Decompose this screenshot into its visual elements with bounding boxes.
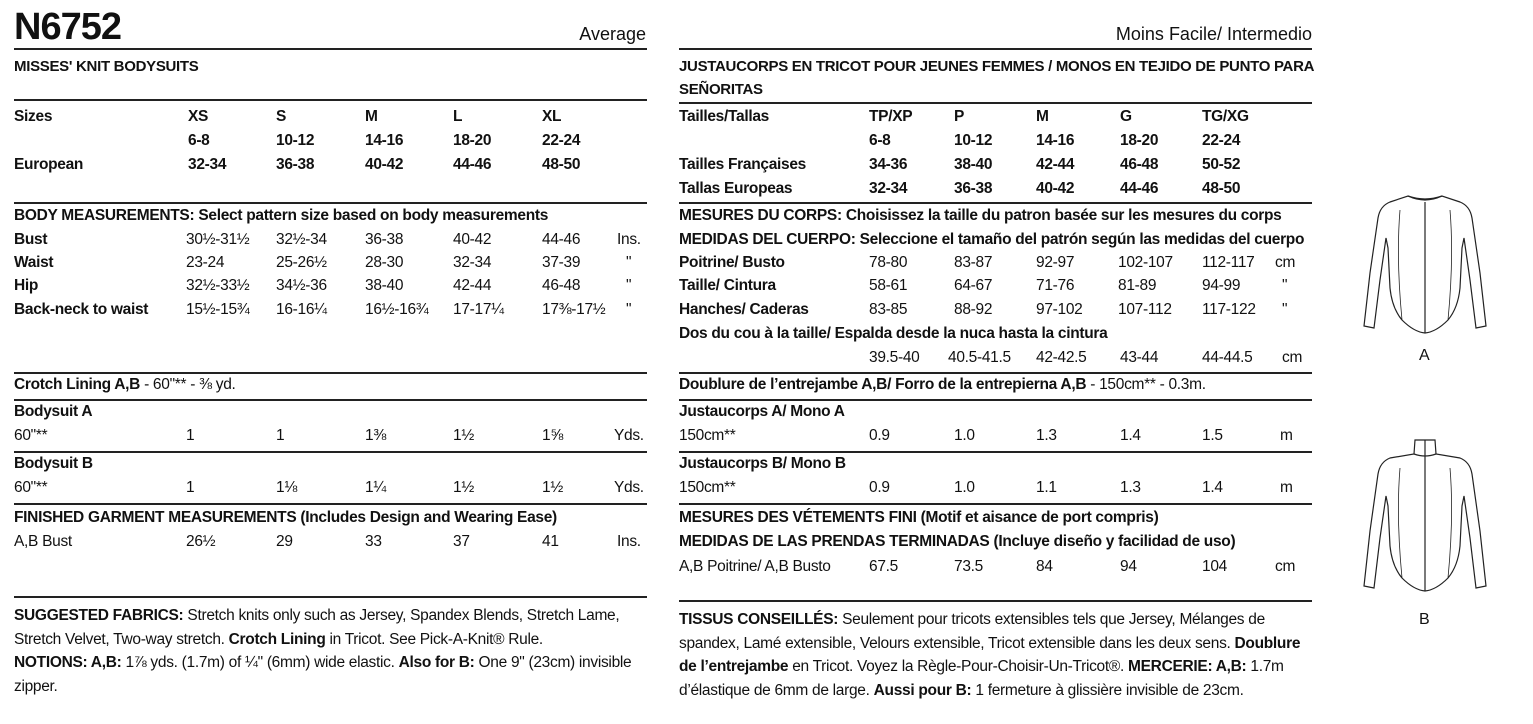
meter-value: 1.1	[1036, 479, 1057, 496]
bodysuit-b-title: Bodysuit B	[14, 455, 93, 472]
yardage-unit: Yds.	[614, 479, 644, 496]
body-value: 83-87	[954, 254, 993, 271]
mono-a-title: Justaucorps A/ Mono A	[679, 403, 845, 420]
finished-value: 41	[542, 533, 559, 550]
body-unit: "	[1282, 301, 1288, 318]
meter-value: 1.4	[1202, 479, 1223, 496]
numeric-size: 18-20	[453, 132, 492, 149]
crotch-lining-note-label: Crotch Lining	[228, 630, 326, 648]
euro-size: 36-38	[954, 180, 993, 197]
body-value: 117-122	[1202, 301, 1256, 318]
size-xl: XL	[542, 108, 562, 125]
body-value: 88-92	[954, 301, 993, 318]
yardage-value: 1⅜	[365, 427, 386, 444]
body-heading-es: MEDIDAS DEL CUERPO: Seleccione el tamaño del patrón según las medidas del cuerpo	[679, 231, 1305, 248]
divider	[679, 600, 1312, 602]
also-b-text: One 9" (23cm) invisible zipper.	[14, 654, 632, 695]
body-row-label: Waist	[14, 254, 54, 271]
meter-unit: m	[1280, 479, 1293, 496]
left-title: MISSES' KNIT BODYSUITS	[14, 58, 199, 75]
fabric-width: 150cm**	[679, 479, 736, 496]
back-neck-label: Dos du cou à la taille/ Espalda desde la nuca hasta la cintura	[679, 325, 1108, 342]
crotch-lining-line	[14, 376, 236, 394]
numeric-size: 6-8	[869, 132, 891, 149]
body-row-label: Hanches/ Caderas	[679, 301, 809, 318]
french-size: 42-44	[1036, 156, 1075, 173]
right-title-line2: SEÑORITAS	[679, 81, 763, 98]
finished-value: 33	[365, 533, 382, 550]
body-row-label: Bust	[14, 231, 48, 248]
divider	[679, 202, 1312, 204]
body-value: 71-76	[1036, 277, 1075, 294]
sizes-label: Tailles/Tallas	[679, 108, 769, 125]
body-value: 34½-36	[276, 277, 327, 294]
body-unit: cm	[1275, 254, 1296, 271]
divider	[14, 596, 647, 598]
bodysuit-a-drawing	[1360, 188, 1490, 338]
size-m: M	[1036, 108, 1049, 125]
crotch-lining-note-text: in Tricot. See Pick-A-Knit® Rule.	[325, 630, 543, 648]
french-size: 34-36	[869, 156, 908, 173]
tissus-text: Seulement pour tricots extensibles tels que Jersey, Mélanges de spandex, Lamé extensible, Velours extensible, Tricot extensible dans les deux sens.	[679, 611, 1265, 652]
size-tp: TP/XP	[869, 108, 913, 125]
bodysuit-a-title: Bodysuit A	[14, 403, 93, 420]
yardage-value: 1½	[453, 427, 474, 444]
euro-size: 32-34	[869, 180, 908, 197]
euro-size: 44-46	[1120, 180, 1159, 197]
numeric-size: 22-24	[1202, 132, 1241, 149]
finished-value: 104	[1202, 558, 1227, 575]
body-value: 17-17¼	[453, 301, 504, 318]
body-value: 15½-15¾	[186, 301, 250, 318]
finished-unit: cm	[1275, 558, 1296, 575]
yardage-value: 1⅛	[276, 479, 297, 496]
size-m: M	[365, 108, 378, 125]
yardage-value: 1½	[542, 479, 563, 496]
body-row-label: Hip	[14, 277, 39, 294]
numeric-size: 18-20	[1120, 132, 1159, 149]
body-value: 44-46	[542, 231, 581, 248]
body-value: 64-67	[954, 277, 993, 294]
french-size: 50-52	[1202, 156, 1241, 173]
european-size: 36-38	[276, 156, 315, 173]
divider	[679, 399, 1312, 401]
body-value: 25-26½	[276, 254, 327, 271]
body-value: 81-89	[1118, 277, 1157, 294]
mercerie-text: 1.7m d’élastique de 6mm de large.	[679, 658, 1284, 699]
body-unit: "	[626, 254, 632, 271]
meter-value: 1.0	[954, 479, 975, 496]
yardage-value: 1	[186, 427, 195, 444]
body-value: 94-99	[1202, 277, 1241, 294]
body-value: 32½-33½	[186, 277, 250, 294]
finished-heading-fr: MESURES DES VÉTEMENTS FINI (Motif et aisance de port compris)	[679, 509, 1159, 526]
body-value: 102-107	[1118, 254, 1173, 271]
divider	[679, 372, 1312, 374]
fabrics-text: Stretch knits only such as Jersey, Spandex Blends, Stretch Lame, Stretch Velvet, Two-way stretch.	[14, 607, 620, 648]
body-value: 42-44	[453, 277, 492, 294]
body-value: 17⅜-17½	[542, 301, 606, 318]
numeric-size: 10-12	[954, 132, 993, 149]
yardage-value: 1	[186, 479, 195, 496]
body-value: 16-16¼	[276, 301, 327, 318]
french-size: 38-40	[954, 156, 993, 173]
doublure-text: en Tricot. Voyez la Règle-Pour-Choisir-Un-Tricot®.	[788, 658, 1129, 675]
fabric-width: 60"**	[14, 427, 48, 444]
meter-value: 1.3	[1036, 427, 1057, 444]
fabrics-label: SUGGESTED FABRICS:	[14, 607, 184, 624]
mercerie-label: MERCERIE: A,B:	[1128, 658, 1247, 675]
pattern-number: N6752	[14, 6, 121, 48]
finished-value: 94	[1120, 558, 1137, 575]
size-l: L	[453, 108, 463, 125]
finished-value: 26½	[186, 533, 216, 550]
notions-text: 1⅞ yds. (1.7m) of ¼" (6mm) wide elastic.	[121, 654, 399, 671]
yardage-unit: Yds.	[614, 427, 644, 444]
divider	[14, 503, 647, 505]
body-value: 107-112	[1118, 301, 1172, 318]
numeric-size: 14-16	[365, 132, 404, 149]
finished-value: 67.5	[869, 558, 898, 575]
finished-value: 29	[276, 533, 293, 550]
body-value: 92-97	[1036, 254, 1075, 271]
tissus-mercerie-paragraph	[679, 608, 1301, 702]
body-value: 23-24	[186, 254, 225, 271]
fabric-width: 150cm**	[679, 427, 736, 444]
finished-label: A,B Poitrine/ A,B Busto	[679, 558, 831, 575]
crotch-lining-label: Doublure de l’entrejambe A,B/ Forro de la entrepierna A,B	[679, 376, 1087, 393]
body-value: 83-85	[869, 301, 908, 318]
body-value: 30½-31½	[186, 231, 250, 248]
euro-size: 40-42	[1036, 180, 1075, 197]
meter-value: 1.4	[1120, 427, 1141, 444]
body-value: 78-80	[869, 254, 908, 271]
european-size: 44-46	[453, 156, 492, 173]
yardage-value: 1¼	[365, 479, 386, 496]
body-value: 46-48	[542, 277, 581, 294]
meter-value: 0.9	[869, 479, 890, 496]
body-row-label: Taille/ Cintura	[679, 277, 776, 294]
back-value: 43-44	[1120, 349, 1159, 366]
body-value: 112-117	[1202, 254, 1255, 271]
notions-label: NOTIONS: A,B:	[14, 654, 122, 671]
body-unit: "	[626, 301, 632, 318]
divider	[14, 372, 647, 374]
body-value: 28-30	[365, 254, 404, 271]
euro-label: Tallas Europeas	[679, 180, 793, 197]
body-value: 97-102	[1036, 301, 1083, 318]
size-g: G	[1120, 108, 1132, 125]
finished-value: 37	[453, 533, 470, 550]
body-unit: "	[1282, 277, 1288, 294]
body-unit: Ins.	[617, 231, 641, 248]
size-p: P	[954, 108, 965, 125]
size-xs: XS	[188, 108, 209, 125]
divider	[679, 451, 1312, 453]
numeric-size: 10-12	[276, 132, 315, 149]
crotch-lining-line	[679, 376, 1206, 394]
body-value: 32½-34	[276, 231, 327, 248]
body-value: 37-39	[542, 254, 581, 271]
body-heading-fr: MESURES DU CORPS: Choisissez la taille du patron basée sur les mesures du corps	[679, 207, 1282, 224]
european-size: 32-34	[188, 156, 227, 173]
back-unit: cm	[1282, 349, 1303, 366]
view-b-label: B	[1419, 611, 1430, 628]
yardage-value: 1½	[453, 479, 474, 496]
doublure-label: Doublure de l’entrejambe	[679, 634, 1301, 675]
back-value: 42-42.5	[1036, 349, 1087, 366]
european-size: 40-42	[365, 156, 404, 173]
divider	[679, 503, 1312, 505]
bodysuit-b-drawing	[1360, 436, 1490, 596]
body-value: 58-61	[869, 277, 908, 294]
crotch-lining-label: Crotch Lining A,B	[14, 376, 141, 393]
size-tg: TG/XG	[1202, 108, 1249, 125]
euro-size: 48-50	[1202, 180, 1241, 197]
back-value: 40.5-41.5	[948, 349, 1011, 366]
body-measurements-heading: BODY MEASUREMENTS: Select pattern size based on body measurements	[14, 207, 549, 224]
back-value: 39.5-40	[869, 349, 920, 366]
divider	[679, 48, 1312, 50]
crotch-lining-measure: - 150cm** - 0.3m.	[1086, 376, 1206, 393]
tissus-label: TISSUS CONSEILLÉS:	[679, 611, 839, 628]
divider	[14, 451, 647, 453]
body-row-label: Poitrine/ Busto	[679, 254, 785, 271]
european-size: 48-50	[542, 156, 581, 173]
back-value: 44-44.5	[1202, 349, 1253, 366]
also-b-label: Also for B:	[398, 654, 475, 671]
body-row-label: Back-neck to waist	[14, 301, 149, 318]
body-unit: "	[626, 277, 632, 294]
finished-unit: Ins.	[617, 533, 641, 550]
french-size: 46-48	[1120, 156, 1159, 173]
finished-heading-es: MEDIDAS DE LAS PRENDAS TERMINADAS (Incluye diseño y facilidad de uso)	[679, 533, 1236, 550]
difficulty-en: Average	[579, 24, 646, 44]
yardage-value: 1	[276, 427, 285, 444]
view-a-label: A	[1419, 347, 1430, 364]
yardage-value: 1⅝	[542, 427, 563, 444]
aussi-label: Aussi pour B:	[873, 681, 972, 699]
divider	[14, 399, 647, 401]
meter-unit: m	[1280, 427, 1293, 444]
meter-value: 1.0	[954, 427, 975, 444]
finished-value: 84	[1036, 558, 1053, 575]
numeric-size: 14-16	[1036, 132, 1075, 149]
body-value: 38-40	[365, 277, 404, 294]
meter-value: 1.5	[1202, 427, 1223, 444]
meter-value: 0.9	[869, 427, 890, 444]
body-value: 16½-16¾	[365, 301, 429, 318]
right-title-line1: JUSTAUCORPS EN TRICOT POUR JEUNES FEMMES / MONOS EN TEJIDO DE PUNTO PARA	[679, 58, 1315, 75]
body-value: 32-34	[453, 254, 492, 271]
body-value: 36-38	[365, 231, 404, 248]
difficulty-fr-es: Moins Facile/ Intermedio	[1115, 24, 1312, 44]
divider	[14, 99, 647, 101]
fabric-width: 60"**	[14, 479, 48, 496]
sizes-label: Sizes	[14, 108, 53, 125]
meter-value: 1.3	[1120, 479, 1141, 496]
numeric-size: 6-8	[188, 132, 210, 149]
french-label: Tailles Françaises	[679, 156, 807, 173]
divider	[14, 48, 647, 50]
finished-label: A,B Bust	[14, 533, 72, 550]
finished-value: 73.5	[954, 558, 983, 575]
aussi-text: 1 fermeture à glissière invisible de 23cm.	[971, 681, 1244, 699]
mono-b-title: Justaucorps B/ Mono B	[679, 455, 846, 472]
body-value: 40-42	[453, 231, 492, 248]
crotch-lining-yardage: - 60"** - ⅜ yd.	[140, 376, 236, 393]
divider	[14, 202, 647, 204]
size-s: S	[276, 108, 287, 125]
divider	[679, 102, 1312, 104]
finished-heading: FINISHED GARMENT MEASUREMENTS (Includes Design and Wearing Ease)	[14, 509, 557, 526]
fabrics-notions-paragraph	[14, 604, 636, 698]
numeric-size: 22-24	[542, 132, 581, 149]
european-label: European	[14, 156, 84, 173]
